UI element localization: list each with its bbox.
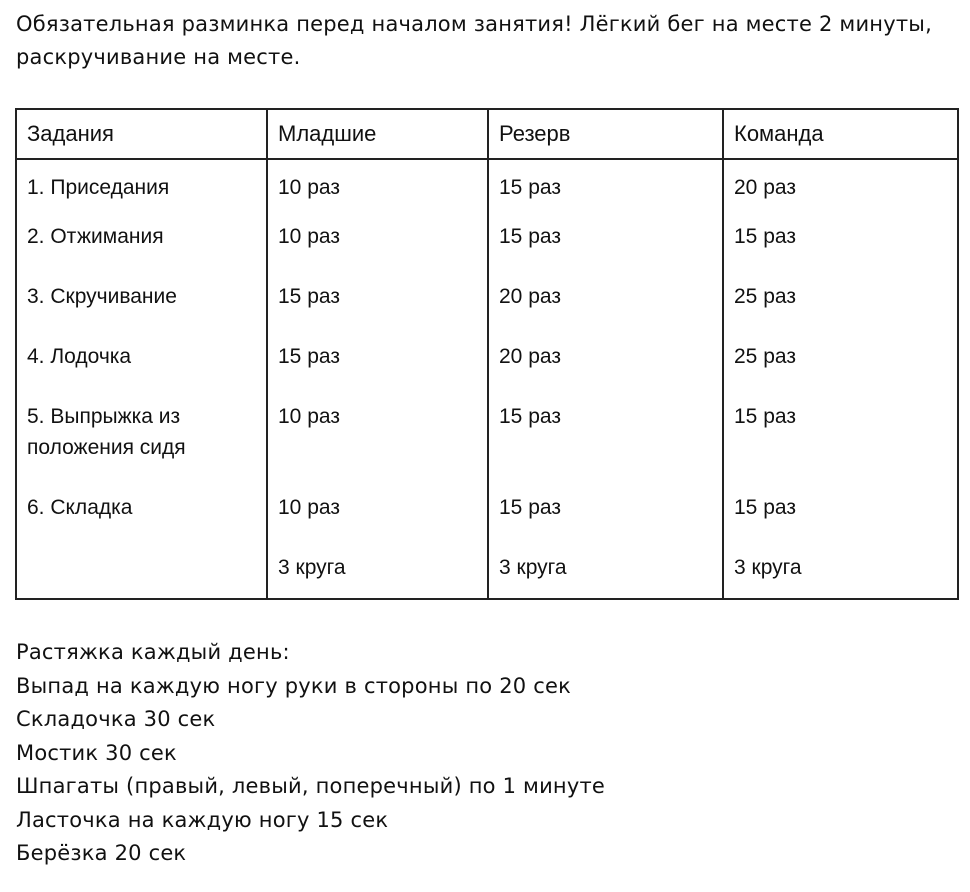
table-row xyxy=(16,341,958,401)
table-cell: 15 раз xyxy=(488,492,723,552)
table-cell: 3 круга xyxy=(267,552,488,599)
table-row xyxy=(16,492,958,552)
table-cell: 20 раз xyxy=(488,281,723,341)
table-cell: 3 круга xyxy=(488,552,723,599)
table-cell: 15 раз xyxy=(488,221,723,281)
header-tasks: Задания xyxy=(16,109,267,159)
intro-line: Обязательная разминка перед началом занятия! Лёгкий бег на месте 2 минуты, xyxy=(16,12,932,36)
table-row xyxy=(16,552,958,599)
table-cell: 1. Приседания xyxy=(16,159,267,221)
stretching-item: Шпагаты (правый, левый, поперечный) по 1 минуте xyxy=(16,774,606,798)
table-header-row xyxy=(16,109,958,159)
table-cell: 3. Скручивание xyxy=(16,281,267,341)
table-row xyxy=(16,221,958,281)
table-cell: 15 раз xyxy=(723,492,958,552)
table-cell: 15 раз xyxy=(267,341,488,401)
table-cell: 15 раз xyxy=(488,159,723,221)
table-row xyxy=(16,281,958,341)
table-cell: 15 раз xyxy=(267,281,488,341)
table-cell: 4. Лодочка xyxy=(16,341,267,401)
table-row xyxy=(16,159,958,221)
table-row xyxy=(16,401,958,492)
stretching-title: Растяжка каждый день: xyxy=(16,640,290,664)
table-cell: 15 раз xyxy=(723,221,958,281)
stretching-item: Мостик 30 сек xyxy=(16,740,177,765)
table-cell: 10 раз xyxy=(267,492,488,552)
table-cell: 10 раз xyxy=(267,159,488,221)
table-cell: 6. Складка xyxy=(16,492,267,552)
table-cell: 5. Выпрыжка из положения сидя xyxy=(16,401,267,492)
stretching-item: Выпад на каждую ногу руки в стороны по 20 сек xyxy=(16,673,571,698)
table-cell: 10 раз xyxy=(267,221,488,281)
table-cell: 25 раз xyxy=(723,281,958,341)
table-cell: 20 раз xyxy=(488,341,723,401)
intro-text xyxy=(16,8,961,74)
table-cell: 15 раз xyxy=(488,401,723,492)
table-cell: 3 круга xyxy=(723,552,958,599)
stretching-section xyxy=(16,636,956,871)
intro-line: раскручивание на месте. xyxy=(16,45,301,69)
table-cell: 2. Отжимания xyxy=(16,221,267,281)
table-cell: 25 раз xyxy=(723,341,958,401)
header-reserve: Резерв xyxy=(488,109,723,159)
header-juniors: Младшие xyxy=(267,109,488,159)
table-cell: 15 раз xyxy=(723,401,958,492)
stretching-item: Ласточка на каждую ногу 15 сек xyxy=(16,807,389,832)
header-team: Команда xyxy=(723,109,958,159)
stretching-item: Складочка 30 сек xyxy=(16,707,216,731)
exercise-table xyxy=(15,108,959,600)
table-cell: 10 раз xyxy=(267,401,488,492)
table-cell: 20 раз xyxy=(723,159,958,221)
table-cell xyxy=(16,552,267,599)
stretching-item: Берёзка 20 сек xyxy=(16,841,187,865)
